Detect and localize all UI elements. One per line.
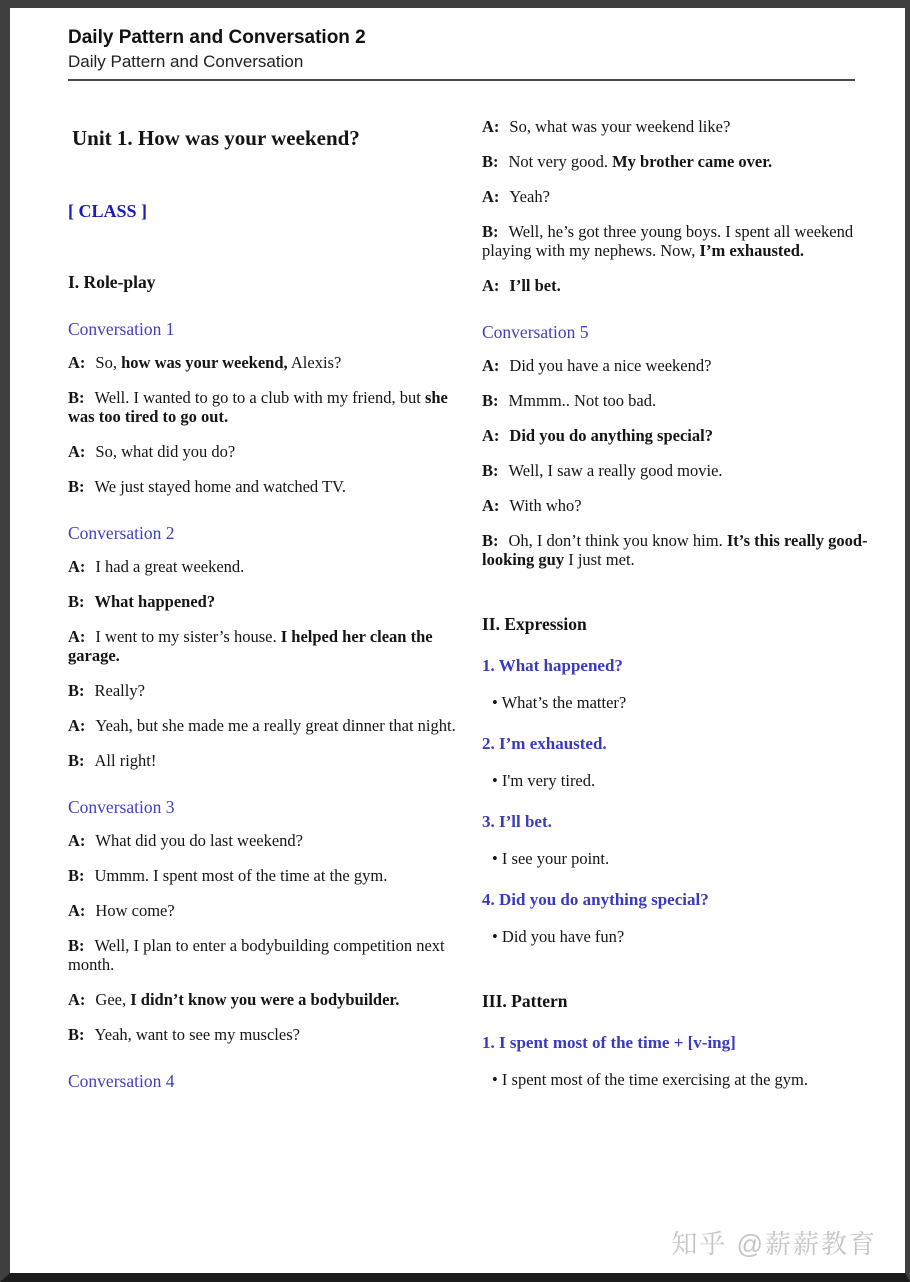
- speaker-label: A:: [482, 117, 500, 136]
- section-title-expression: II. Expression: [482, 614, 587, 634]
- dialogue-line: [482, 531, 874, 569]
- dialogue-text: Really?: [94, 681, 145, 700]
- dialogue-text: Well, I saw a really good movie.: [508, 461, 723, 480]
- speaker-label: B:: [68, 388, 85, 407]
- dialogue-text: So, what did you do?: [95, 442, 236, 461]
- conversation-title: Conversation 3: [68, 797, 175, 817]
- item-heading: 2. I’m exhausted.: [482, 734, 607, 753]
- speaker-label: A:: [68, 353, 86, 372]
- dialogue-text: Yeah?: [509, 187, 550, 206]
- dialogue-bold-text: What happened?: [94, 592, 216, 611]
- class-label: [ CLASS ]: [68, 201, 148, 221]
- dialogue-line: [482, 152, 874, 171]
- dialogue-text: Mmmm.. Not too bad.: [508, 391, 657, 410]
- dialogue-line: [68, 936, 460, 974]
- conversation-title: Conversation 4: [68, 1071, 175, 1091]
- item-heading: 1. What happened?: [482, 656, 623, 675]
- dialogue-line: [482, 117, 874, 136]
- item-heading: 1. I spent most of the time + [v-ing]: [482, 1033, 736, 1052]
- dialogue-line: [68, 751, 460, 770]
- page-content: [10, 8, 905, 1273]
- speaker-label: A:: [68, 831, 86, 850]
- dialogue-bold-text: I’ll bet.: [509, 276, 561, 295]
- dialogue-line: [68, 557, 460, 576]
- dialogue-line: [68, 477, 460, 496]
- dialogue-text: Ummm. I spent most of the time at the gym.: [94, 866, 388, 885]
- speaker-label: A:: [482, 496, 500, 515]
- dialogue-text: I had a great weekend.: [95, 557, 245, 576]
- dialogue-text: So,: [95, 353, 122, 372]
- dialogue-text: Oh, I don’t think you know him.: [508, 531, 727, 550]
- dialogue-line: [68, 627, 460, 665]
- dialogue-text: Not very good.: [508, 152, 613, 171]
- dialogue-line: [482, 187, 874, 206]
- speaker-label: B:: [482, 391, 499, 410]
- conversation-title: Conversation 5: [482, 322, 589, 342]
- dialogue-line: [482, 222, 874, 260]
- item-heading: 3. I’ll bet.: [482, 812, 552, 831]
- document-title: Daily Pattern and Conversation 2: [68, 27, 366, 48]
- dialogue-text: Well, he’s got three young boys. I spent all weekend playing with my nephews. Now,: [482, 222, 854, 260]
- dialogue-text: All right!: [94, 751, 157, 770]
- item-example: • I spent most of the time exercising at the gym.: [492, 1070, 808, 1089]
- dialogue-text: I went to my sister’s house.: [95, 627, 281, 646]
- dialogue-line: [482, 426, 874, 445]
- roleplay-conversations-right: [482, 117, 874, 569]
- dialogue-text: Yeah, but she made me a really great dinner that night.: [95, 716, 456, 735]
- item-example: • Did you have fun?: [492, 927, 625, 946]
- dialogue-text: I just met.: [564, 550, 635, 569]
- speaker-label: A:: [68, 557, 86, 576]
- dialogue-bold-text: I’m exhausted.: [699, 241, 805, 260]
- dialogue-line: [482, 461, 874, 480]
- dialogue-line: [68, 592, 460, 611]
- dialogue-text: What did you do last weekend?: [95, 831, 303, 850]
- item-example: • I see your point.: [492, 849, 610, 868]
- dialogue-bold-text: It’s this really good-looking guy: [482, 531, 868, 569]
- speaker-label: B:: [68, 477, 85, 496]
- speaker-label: B:: [68, 866, 85, 885]
- dialogue-text: We just stayed home and watched TV.: [94, 477, 346, 496]
- unit-title: Unit 1. How was your weekend?: [72, 126, 360, 150]
- item-example: • What’s the matter?: [492, 693, 627, 712]
- speaker-label: B:: [482, 222, 499, 241]
- speaker-label: A:: [68, 716, 86, 735]
- dialogue-line: [68, 716, 460, 735]
- dialogue-line: [68, 353, 460, 372]
- dialogue-bold-text: My brother came over.: [612, 152, 773, 171]
- dialogue-bold-text: she was too tired to go out.: [68, 388, 448, 426]
- dialogue-bold-text: I didn’t know you were a bodybuilder.: [130, 990, 400, 1009]
- dialogue-line: [68, 990, 460, 1009]
- dialogue-text: Well. I wanted to go to a club with my friend, but: [94, 388, 425, 407]
- speaker-label: B:: [482, 152, 499, 171]
- dialogue-line: [68, 388, 460, 426]
- speaker-label: B:: [68, 1025, 85, 1044]
- two-column-layout: [68, 81, 890, 1105]
- left-column: [68, 81, 460, 1105]
- speaker-label: B:: [68, 751, 85, 770]
- dialogue-text: Yeah, want to see my muscles?: [94, 1025, 300, 1044]
- right-column: [482, 81, 874, 1089]
- roleplay-conversations-left: [68, 320, 460, 1091]
- speaker-label: A:: [482, 276, 500, 295]
- conversation-title: Conversation 2: [68, 523, 175, 543]
- speaker-label: B:: [482, 461, 499, 480]
- dialogue-line: [482, 391, 874, 410]
- dialogue-bold-text: I helped her clean the garage.: [68, 627, 433, 665]
- dialogue-line: [68, 831, 460, 850]
- speaker-label: B:: [68, 936, 85, 955]
- speaker-label: A:: [482, 356, 500, 375]
- dialogue-line: [482, 276, 874, 295]
- dialogue-text: How come?: [95, 901, 175, 920]
- speaker-label: A:: [68, 627, 86, 646]
- dialogue-line: [482, 496, 874, 515]
- dialogue-text: Gee,: [95, 990, 131, 1009]
- dialogue-bold-text: how was your weekend,: [121, 353, 288, 372]
- speaker-label: A:: [482, 187, 500, 206]
- dialogue-line: [68, 681, 460, 700]
- dialogue-line: [68, 1025, 460, 1044]
- dialogue-line: [482, 356, 874, 375]
- speaker-label: B:: [482, 531, 499, 550]
- document-subtitle: Daily Pattern and Conversation: [68, 52, 304, 71]
- dialogue-text: So, what was your weekend like?: [509, 117, 731, 136]
- document-header: [68, 26, 855, 81]
- dialogue-bold-text: Did you do anything special?: [509, 426, 713, 445]
- dialogue-line: [68, 866, 460, 885]
- conversation-title: Conversation 1: [68, 319, 175, 339]
- speaker-label: A:: [68, 990, 86, 1009]
- speaker-label: A:: [482, 426, 500, 445]
- speaker-label: A:: [68, 442, 86, 461]
- speaker-label: B:: [68, 592, 85, 611]
- dialogue-line: [68, 901, 460, 920]
- item-heading: 4. Did you do anything special?: [482, 890, 709, 909]
- pattern-list: [482, 1033, 874, 1089]
- watermark: 知乎 @薪薪教育: [671, 1229, 877, 1259]
- dialogue-text: Alexis?: [287, 353, 342, 372]
- dialogue-text: Did you have a nice weekend?: [509, 356, 712, 375]
- speaker-label: A:: [68, 901, 86, 920]
- item-example: • I'm very tired.: [492, 771, 596, 790]
- dialogue-text: Well, I plan to enter a bodybuilding competition next month.: [68, 936, 445, 974]
- section-title-pattern: III. Pattern: [482, 991, 568, 1011]
- speaker-label: B:: [68, 681, 85, 700]
- expression-list: [482, 656, 874, 946]
- dialogue-line: [68, 442, 460, 461]
- section-title-roleplay: I. Role-play: [68, 272, 156, 292]
- dialogue-text: With who?: [509, 496, 582, 515]
